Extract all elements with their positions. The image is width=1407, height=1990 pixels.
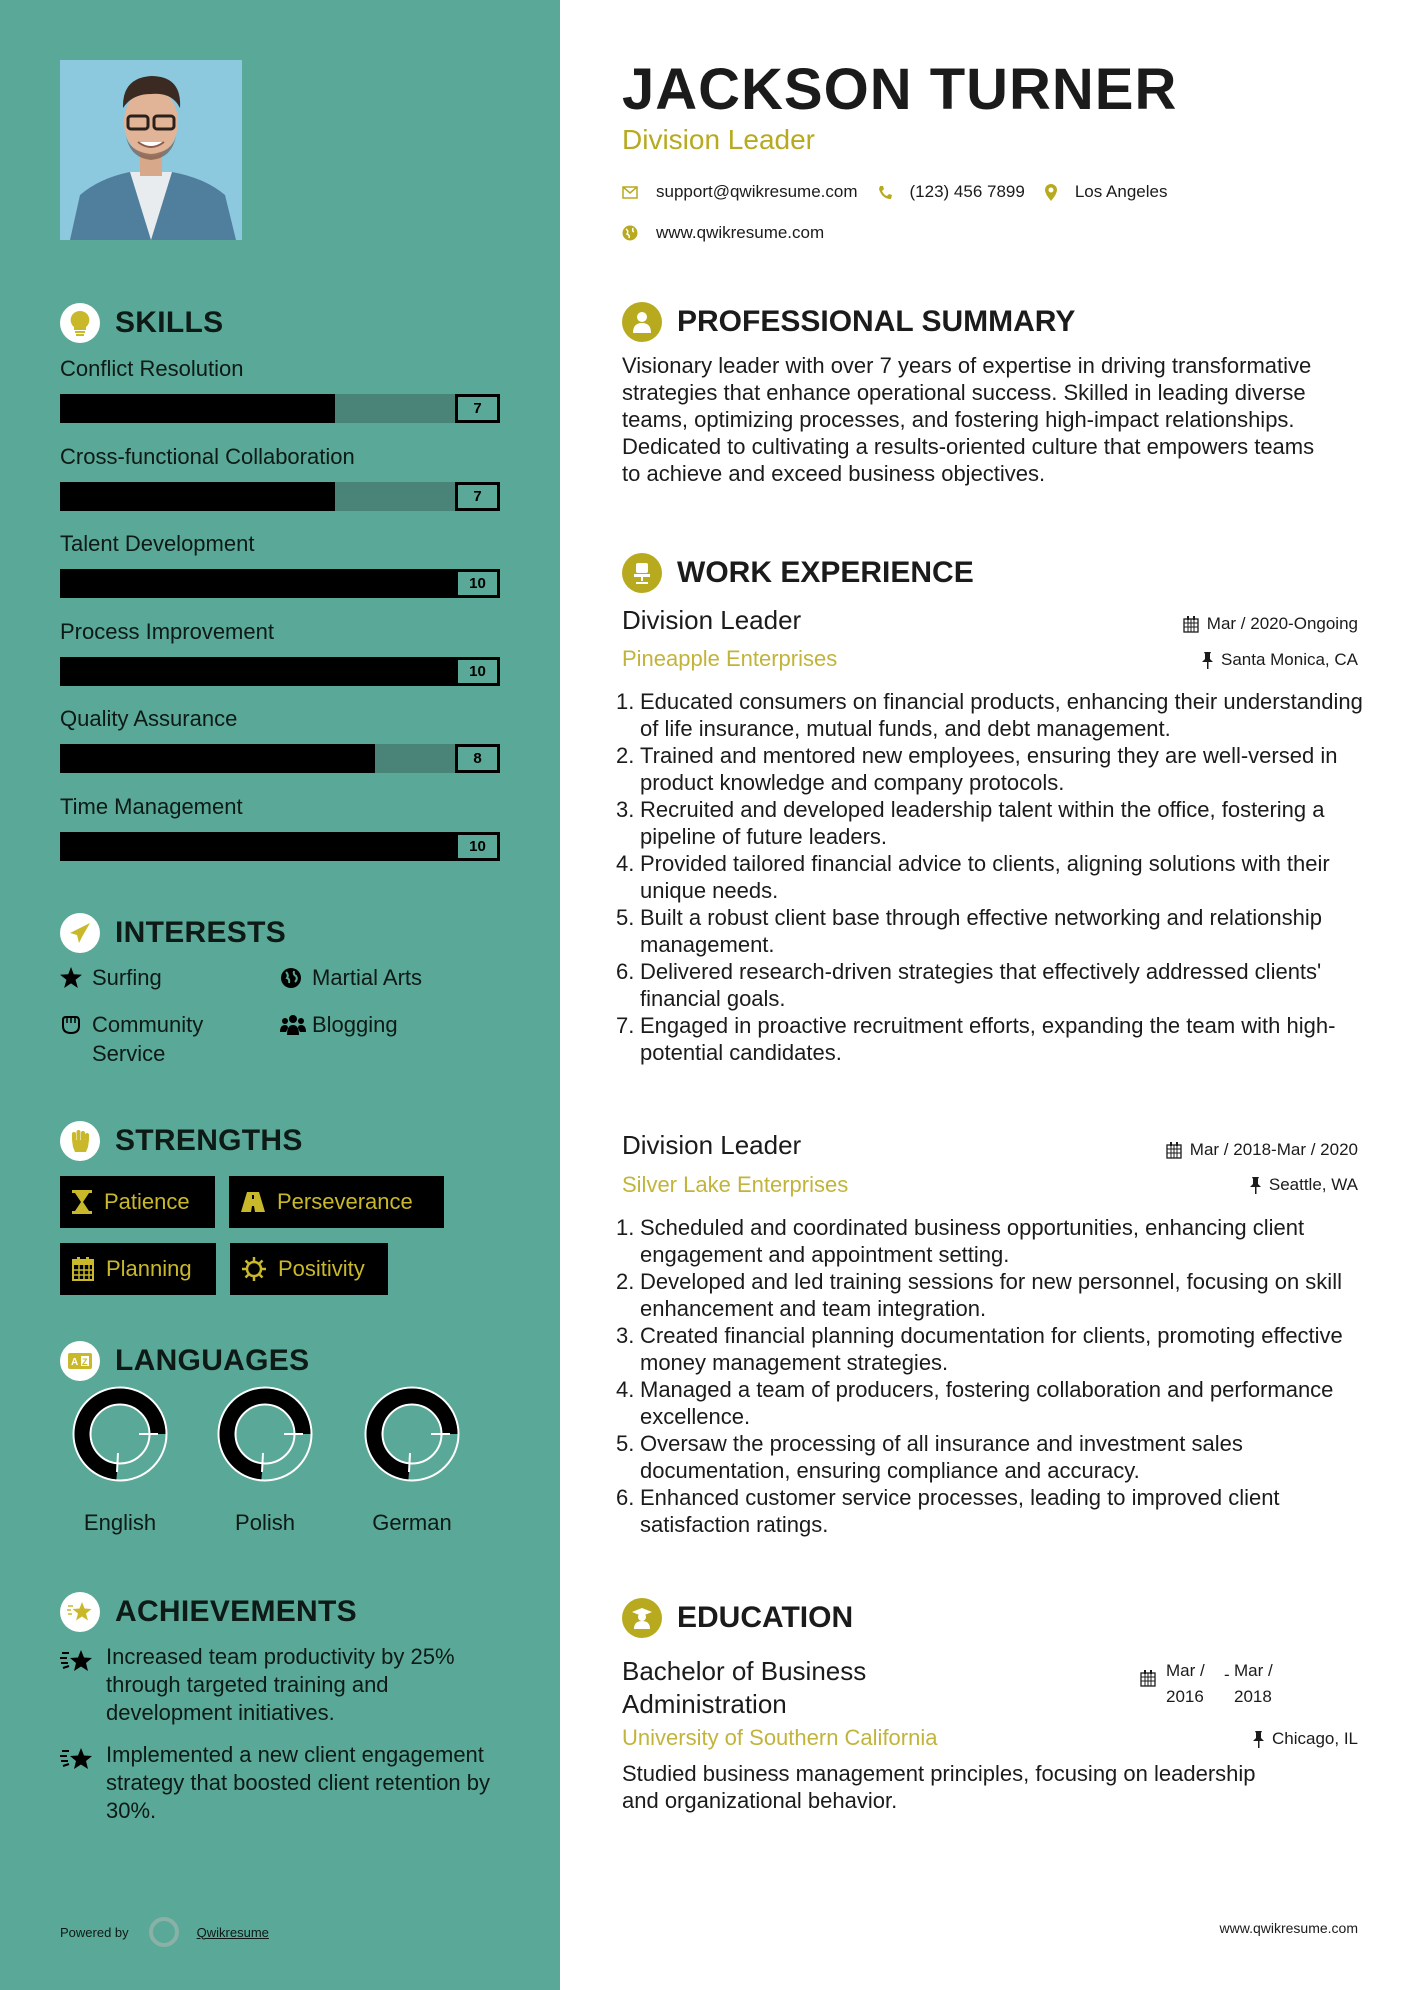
star-icon [60,963,92,988]
job-bullet-text: Engaged in proactive recruitment efforts, expanding the team with high-potential candidates. [640,1013,1336,1065]
interest-label: Martial Arts [312,965,423,990]
skill-item [60,354,500,423]
candidate-name: JACKSON TURNER [622,57,1178,122]
calendar-icon [1166,1142,1182,1159]
job-bullet-text: Educated consumers on financial products, enhancing their understanding of life insurance, mutual funds, and debt management. [640,689,1363,741]
map-pin-icon [1045,184,1057,201]
education-location-text: Chicago, IL [1272,1729,1358,1748]
job-bullet: 6. Delivered research-driven strategies that effectively addressed clients' financial goals. [616,958,1376,1012]
powered-by-label: Powered by [60,1924,129,1940]
job-bullet-text: Trained and mentored new employees, ensuring they are well-versed in product knowledge and company protocols. [640,743,1338,795]
experience-heading [622,553,974,593]
interest-label: Community Service [92,1012,204,1066]
education-heading [622,1598,853,1638]
interests-heading [60,912,286,954]
job-company: Silver Lake Enterprises [622,1172,849,1197]
job-bullet-text: Delivered research-driven strategies that effectively addressed clients' financial goals. [640,959,1322,1011]
skill-value: 10 [455,832,500,861]
footer-url[interactable]: www.qwikresume.com [1219,1920,1358,1936]
svg-text:A: A [71,1357,79,1368]
skill-item [60,792,500,861]
education-school: University of Southern California [622,1725,938,1750]
language-label: Polish [235,1510,295,1535]
profile-photo [60,60,242,240]
interest-item [60,1010,260,1068]
skill-item [60,704,500,773]
interest-label: Blogging [312,1012,398,1037]
main-content [560,0,1407,1990]
achievement-text: Implemented a new client engagement strategy that boosted client retention by 30%. [106,1742,491,1823]
sidebar [0,0,560,1990]
job-bullets [616,688,1376,1066]
hand-icon [60,1010,92,1036]
skill-bar-fill [60,744,375,773]
job-bullet-text: Oversaw the processing of all insurance and investment sales documentation, ensuring compliance and accuracy. [640,1431,1243,1483]
skill-label: Quality Assurance [60,706,238,731]
graduate-icon [622,1598,662,1638]
job-location-text: Seattle, WA [1268,1175,1358,1194]
skill-label: Time Management [60,794,243,819]
strengths-heading [60,1120,303,1162]
pushpin-icon [1250,1177,1261,1194]
job-bullet-text: Provided tailored financial advice to clients, aligning solutions with their unique needs. [640,851,1330,903]
strength-label: Positivity [278,1256,365,1281]
language-item [60,1386,180,1536]
strength-chip [60,1243,216,1295]
job-bullet: 4. Managed a team of producers, fostering collaboration and performance excellence. [616,1376,1376,1430]
strength-chip [229,1176,444,1228]
job-location [1250,1175,1358,1195]
job-title: Division Leader [622,1130,802,1160]
shooting-star-icon [60,1741,106,1825]
language-label: English [83,1510,157,1535]
language-item [205,1386,325,1536]
job-location [1202,650,1358,670]
contact-row [622,223,824,243]
job-bullet-text: Built a robust client base through effective networking and relationship management. [640,905,1323,957]
skill-bar [60,832,500,861]
job-dates-text: Mar / 2020-Ongoing [1206,614,1358,633]
skill-label: Process Improvement [60,619,274,644]
achievements-heading [60,1591,357,1633]
job-bullet-text: Managed a team of producers, fostering collaboration and performance excellence. [640,1377,1334,1429]
interest-item [280,1010,398,1039]
languages-heading [60,1340,309,1382]
language-donut [364,1386,460,1482]
skills-heading [60,302,223,344]
job-bullet-text: Recruited and developed leadership talent within the office, fostering a pipeline of future leaders. [640,797,1325,849]
education-start: Mar / 2016 [1166,1661,1205,1706]
language-donut [72,1386,168,1482]
education-description: Studied business management principles, focusing on leadership and organizational behavior. [622,1761,1256,1813]
skill-bar-fill [60,394,335,423]
job-bullet-text: Enhanced customer service processes, leading to improved client satisfaction ratings. [640,1485,1280,1537]
contact-email[interactable]: support@qwikresume.com [656,182,858,201]
job-dates [1183,614,1358,634]
translate-icon [60,1341,100,1381]
interest-label: Surfing [92,965,162,990]
skill-bar-fill [60,482,335,511]
skill-label: Talent Development [60,531,255,556]
skill-value: 10 [455,569,500,598]
summary-heading [622,302,1075,342]
user-icon [622,302,662,342]
contact-row [622,182,1167,202]
calendar-icon [1140,1658,1156,1710]
skill-bar [60,657,500,686]
achievement-item [60,1643,510,1727]
office-chair-icon [622,553,662,593]
achievements-title: ACHIEVEMENTS [115,1595,357,1628]
paper-plane-icon [60,913,100,953]
contact-phone[interactable]: (123) 456 7899 [909,182,1025,201]
strength-chip [60,1176,215,1228]
job-location-text: Santa Monica, CA [1220,650,1358,669]
skills-title: SKILLS [115,306,224,339]
date-separator: - [1224,1665,1230,1684]
achievement-item [60,1741,510,1825]
skill-bar [60,569,500,598]
sun-icon [242,1257,266,1281]
experience-title: WORK EXPERIENCE [677,556,974,589]
job-dates [1166,1140,1358,1160]
job-bullet: 5. Built a robust client base through effective networking and relationship management. [616,904,1376,958]
job-bullets [616,1214,1376,1538]
job-bullet: 1. Scheduled and coordinated business opportunities, enhancing client engagement and appointment setting. [616,1214,1376,1268]
language-item [352,1386,472,1536]
contact-location: Los Angeles [1074,182,1168,201]
qwikresume-logo-icon [149,1917,179,1947]
candidate-role: Division Leader [622,124,815,155]
education-dates [1140,1658,1290,1710]
job-title: Division Leader [622,605,802,635]
education-end: Mar / 2018 [1234,1661,1273,1706]
achievement-text: Increased team productivity by 25% through targeted training and development initiatives. [106,1644,455,1725]
job-dates-text: Mar / 2018-Mar / 2020 [1189,1140,1358,1159]
skill-bar-fill [60,569,500,598]
shooting-star-icon [60,1592,100,1632]
skill-value: 7 [455,482,500,511]
phone-icon [878,185,892,200]
skill-bar-fill [60,832,500,861]
powered-by [60,1917,269,1947]
svg-text:Z: Z [82,1357,88,1367]
pushpin-icon [1202,652,1213,669]
education-location [1253,1729,1358,1749]
pushpin-icon [1253,1731,1264,1748]
qwikresume-link[interactable]: Qwikresume [196,1924,269,1940]
hourglass-icon [72,1190,92,1214]
globe-icon [622,225,638,241]
skill-value: 8 [455,744,500,773]
skill-bar [60,394,500,423]
job-bullet: 1. Educated consumers on financial products, enhancing their understanding of life insurance, mutual funds, and debt management. [616,688,1376,742]
language-donut [217,1386,313,1482]
job-bullet: 6. Enhanced customer service processes, leading to improved client satisfaction ratings. [616,1484,1376,1538]
skill-label: Cross-functional Collaboration [60,444,355,469]
job-bullet-text: Created financial planning documentation for clients, promoting effective money management strategies. [640,1323,1343,1375]
skill-label: Conflict Resolution [60,356,244,381]
interest-item [60,963,162,992]
shooting-star-icon [60,1643,106,1727]
road-icon [241,1192,265,1212]
strength-chip [230,1243,388,1295]
job-bullet: 3. Recruited and developed leadership talent within the office, fostering a pipeline of future leaders. [616,796,1376,850]
skill-item [60,617,500,686]
users-icon [280,1010,312,1036]
skill-bar [60,744,500,773]
calendar-icon [1183,616,1199,633]
job-company: Pineapple Enterprises [622,646,838,671]
interest-item [280,963,422,992]
skill-item [60,529,500,598]
job-bullet: 7. Engaged in proactive recruitment efforts, expanding the team with high-potential candidates. [616,1012,1376,1066]
job-bullet: 5. Oversaw the processing of all insurance and investment sales documentation, ensuring compliance and accuracy. [616,1430,1376,1484]
strength-label: Planning [106,1256,192,1281]
contact-website[interactable]: www.qwikresume.com [656,223,825,242]
skill-bar [60,482,500,511]
skill-value: 7 [455,394,500,423]
education-degree: Bachelor of Business Administration [622,1656,867,1719]
education-title: EDUCATION [677,1601,854,1634]
job-bullet: 3. Created financial planning documentation for clients, promoting effective money management strategies. [616,1322,1376,1376]
job-bullet-text: Developed and led training sessions for new personnel, focusing on skill enhancement and team integration. [640,1269,1342,1321]
skill-value: 10 [455,657,500,686]
job-bullet-text: Scheduled and coordinated business opportunities, enhancing client engagement and appointment setting. [640,1215,1305,1267]
interests-title: INTERESTS [115,916,287,949]
fist-icon [60,1121,100,1161]
globe-icon [280,963,312,989]
summary-text: Visionary leader with over 7 years of expertise in driving transformative strategies that enhance operational success. Skilled in leading diverse teams, optimizing processes, and fostering high-impact relationships. Dedicated to cultivating a results-oriented culture that empowers teams to achieve and exceed business objectives. [622,353,1315,486]
language-label: German [372,1510,452,1535]
summary-title: PROFESSIONAL SUMMARY [677,305,1076,338]
strength-label: Perseverance [277,1189,413,1214]
skill-item [60,442,500,511]
job-bullet: 4. Provided tailored financial advice to clients, aligning solutions with their unique needs. [616,850,1376,904]
skill-bar-fill [60,657,500,686]
lightbulb-icon [60,303,100,343]
job-bullet: 2. Developed and led training sessions for new personnel, focusing on skill enhancement and team integration. [616,1268,1376,1322]
job-bullet: 2. Trained and mentored new employees, ensuring they are well-versed in product knowledge and company protocols. [616,742,1376,796]
languages-title: LANGUAGES [115,1344,310,1377]
strengths-title: STRENGTHS [115,1124,303,1157]
strength-label: Patience [104,1189,190,1214]
calendar-icon [72,1257,94,1281]
envelope-icon [622,186,638,199]
